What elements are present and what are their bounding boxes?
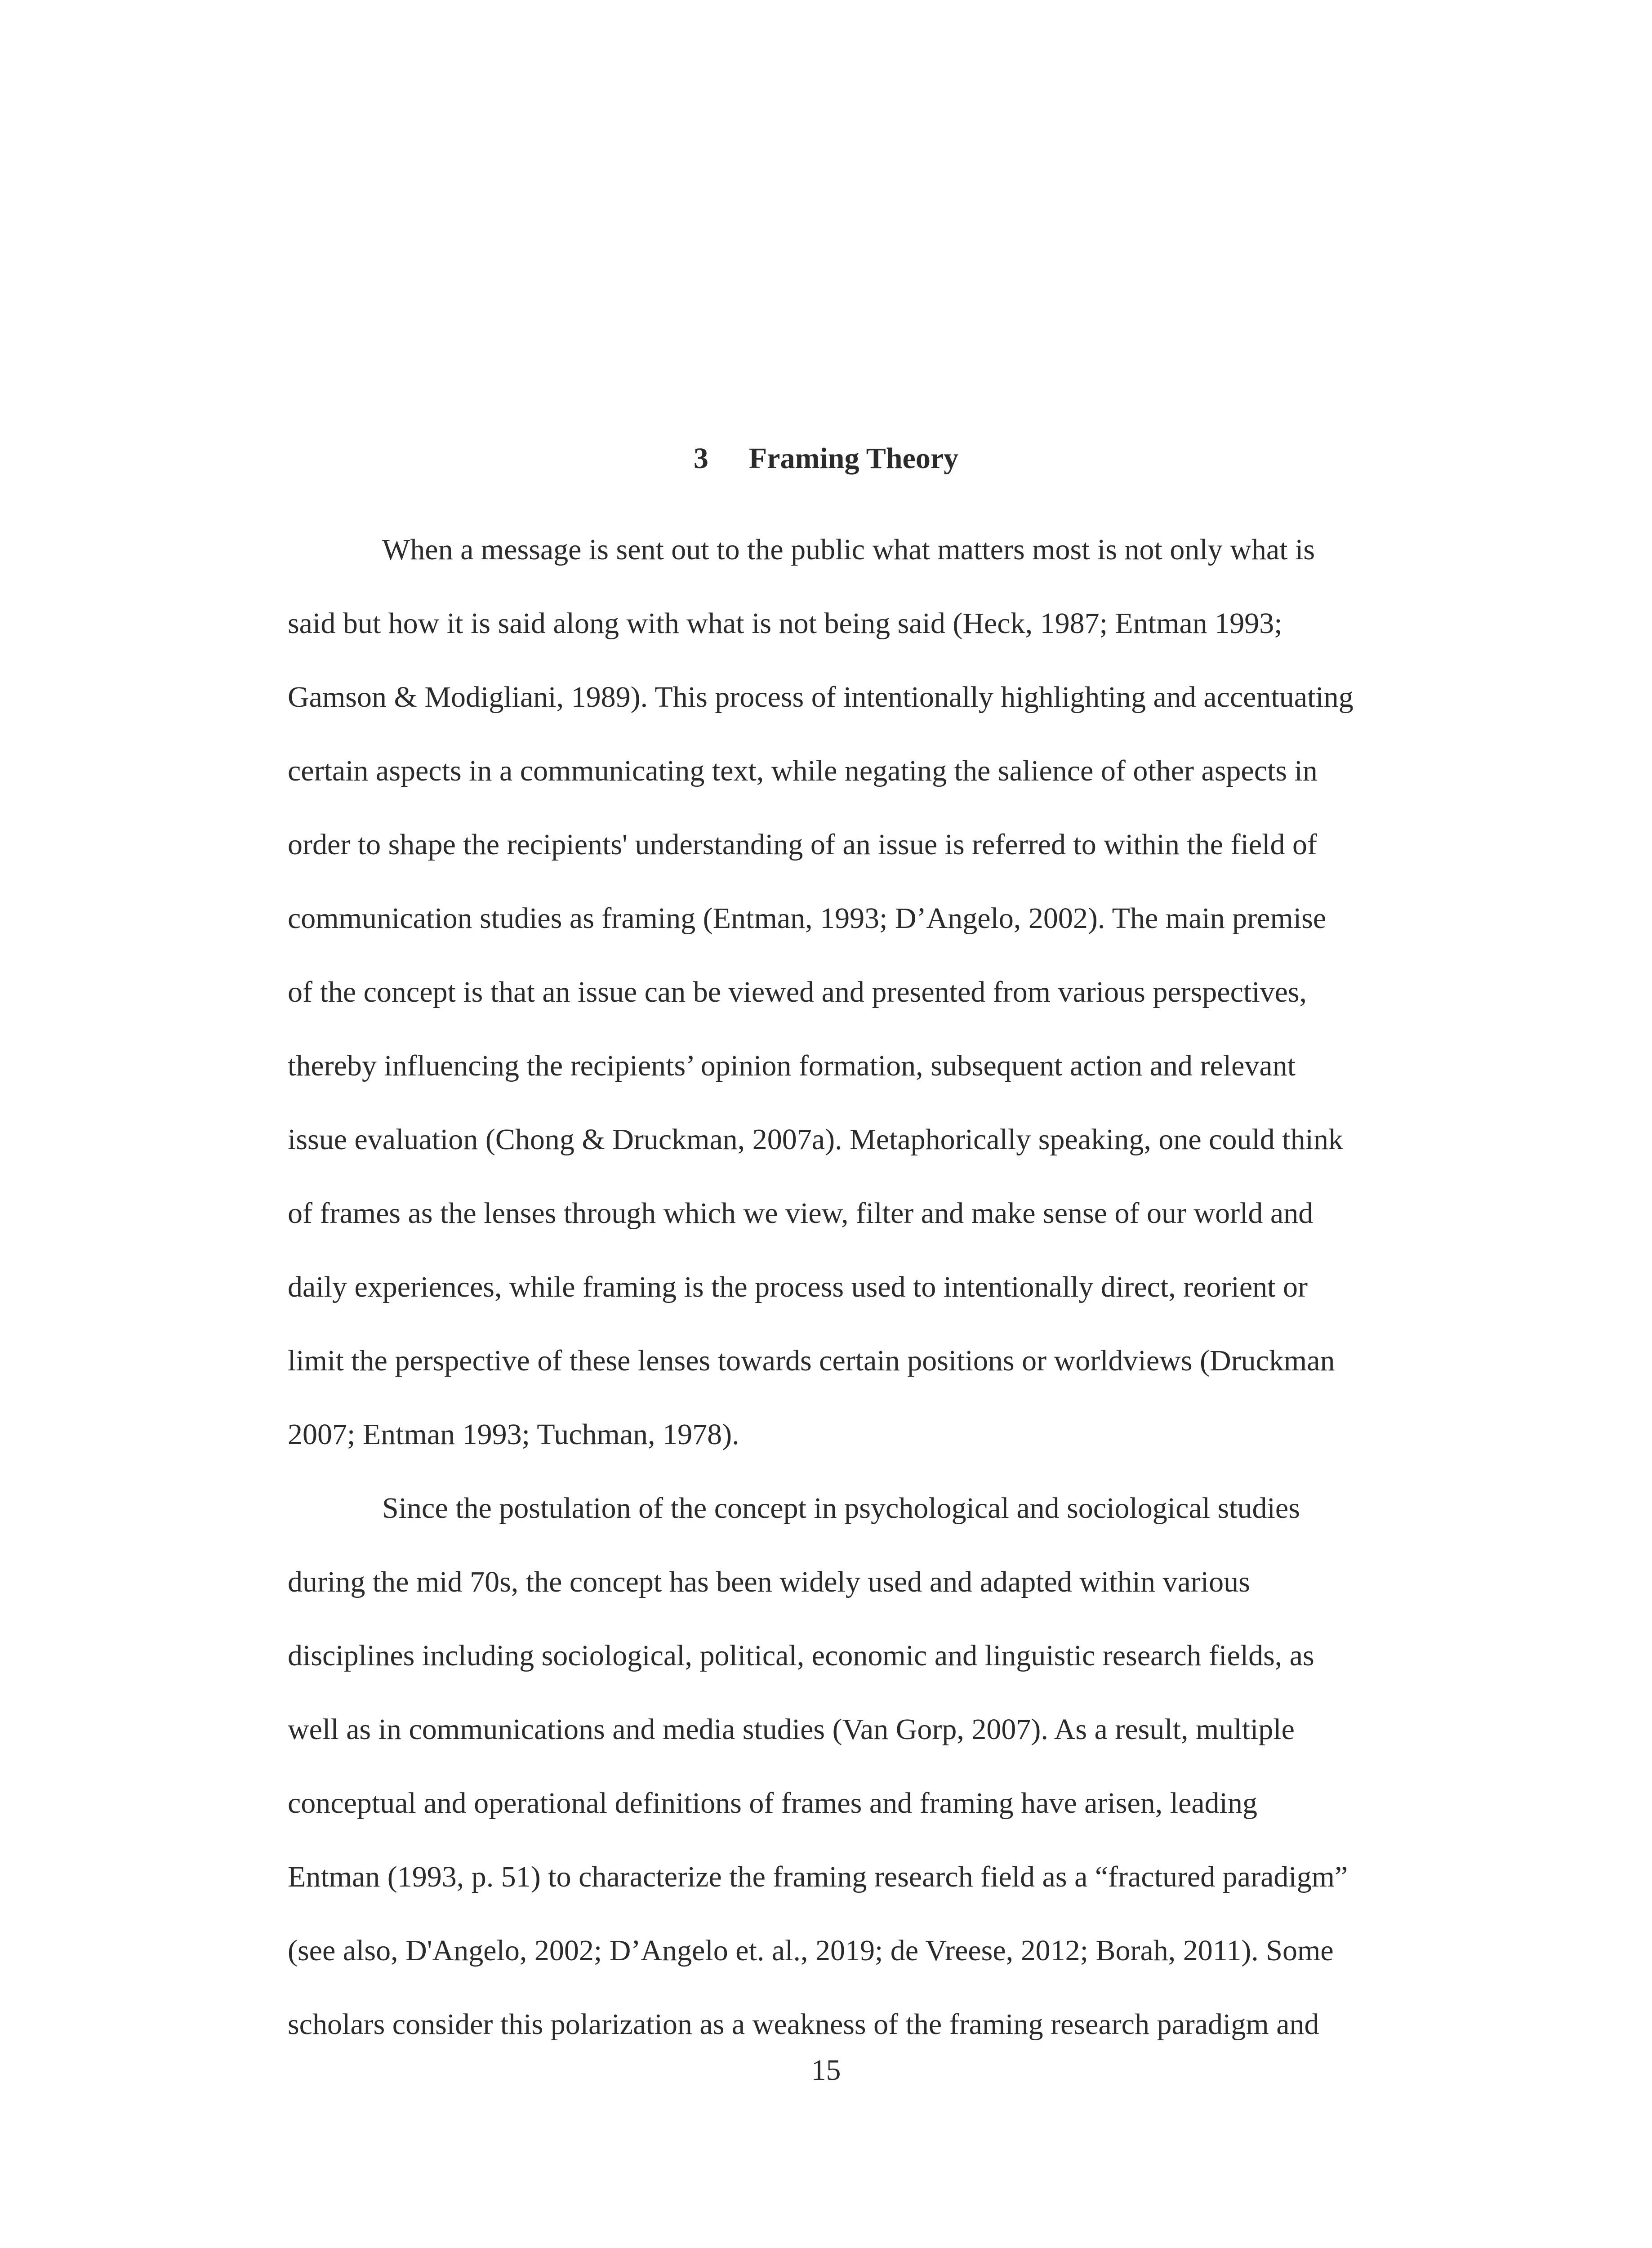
text-line: issue evaluation (Chong & Druckman, 2007a). Metaphorically speaking, one could think xyxy=(288,1123,1343,1156)
text-line: conceptual and operational definitions of frames and framing have arisen, leading xyxy=(288,1787,1258,1820)
text-line: well as in communications and media studies (Van Gorp, 2007). As a result, multiple xyxy=(288,1713,1295,1746)
text-line: daily experiences, while framing is the process used to intentionally direct, reorient or xyxy=(288,1271,1308,1303)
section-heading xyxy=(0,438,1652,479)
text-line: certain aspects in a communicating text, while negating the salience of other aspects in xyxy=(288,754,1318,787)
text-line: of the concept is that an issue can be viewed and presented from various perspectives, xyxy=(288,976,1307,1008)
text-line: during the mid 70s, the concept has been widely used and adapted within various xyxy=(288,1566,1250,1598)
text-line: (see also, D'Angelo, 2002; D’Angelo et. al., 2019; de Vreese, 2012; Borah, 2011). Some xyxy=(288,1934,1334,1967)
text-line: order to shape the recipients' understanding of an issue is referred to within the field of xyxy=(288,828,1318,861)
text-line: of frames as the lenses through which we view, filter and make sense of our world and xyxy=(288,1197,1314,1230)
text-line: limit the perspective of these lenses towards certain positions or worldviews (Druckman xyxy=(288,1344,1335,1377)
text-line: Gamson & Modigliani, 1989). This process of intentionally highlighting and accentuating xyxy=(288,681,1354,714)
text-line: disciplines including sociological, political, economic and linguistic research fields, as xyxy=(288,1639,1314,1672)
text-line: thereby influencing the recipients’ opinion formation, subsequent action and relevant xyxy=(288,1049,1296,1082)
text-line: communication studies as framing (Entman, 1993; D’Angelo, 2002). The main premise xyxy=(288,902,1327,935)
text-line: Since the postulation of the concept in psychological and sociological studies xyxy=(382,1492,1300,1525)
text-line: said but how it is said along with what is not being said (Heck, 1987; Entman 1993; xyxy=(288,607,1282,640)
section-number: 3 xyxy=(693,442,708,475)
text-line: scholars consider this polarization as a weakness of the framing research paradigm and xyxy=(288,2008,1319,2041)
text-line: When a message is sent out to the public what matters most is not only what is xyxy=(382,533,1315,566)
page-number: 15 xyxy=(811,2054,841,2087)
text-line: Entman (1993, p. 51) to characterize the framing research field as a “fractured paradigm” xyxy=(288,1860,1348,1893)
section-title: Framing Theory xyxy=(748,442,959,475)
text-line: 2007; Entman 1993; Tuchman, 1978). xyxy=(288,1418,739,1451)
